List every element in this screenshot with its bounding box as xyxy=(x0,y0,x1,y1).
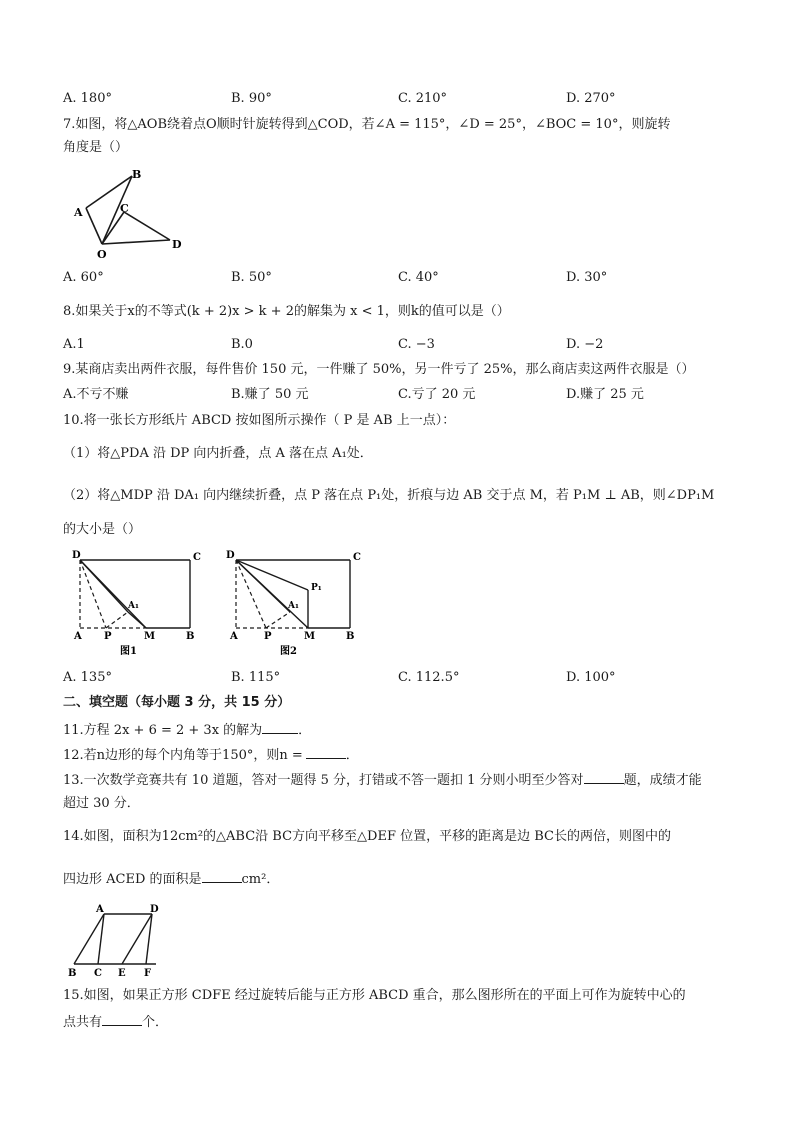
q7-stem-cont: 角度是（） xyxy=(63,140,129,155)
q14-label-e: E xyxy=(118,968,126,979)
fig2-caption: 图2 xyxy=(280,646,297,657)
q8-option-b: B.0 xyxy=(231,337,253,352)
fig1-caption: 图1 xyxy=(120,646,137,657)
fig1-label-a1: A₁ xyxy=(128,601,139,611)
q14-label-b: B xyxy=(68,968,77,979)
q9-option-d: D.赚了 25 元 xyxy=(566,387,644,402)
fig2-label-d: D xyxy=(226,550,235,561)
q14-label-f: F xyxy=(144,968,152,979)
q7-label-c: C xyxy=(120,202,129,215)
fig1-label-c: C xyxy=(193,552,201,563)
q9-option-b: B.赚了 50 元 xyxy=(231,387,309,402)
q7-figure xyxy=(70,168,190,262)
q7-label-o: O xyxy=(97,248,107,261)
fig2-label-m: M xyxy=(304,631,316,642)
q8-option-d: D. −2 xyxy=(566,337,604,352)
fig1-label-d: D xyxy=(72,550,81,561)
q9-stem: 9.某商店卖出两件衣服，每件售价 150 元，一件赚了 50%，另一件亏了 25%，那么商店卖这两件衣服是（） xyxy=(63,362,695,377)
q6-option-b: B. 90° xyxy=(231,91,272,106)
q7-stem: 7.如图，将△AOB绕着点O顺时针旋转得到△COD，若∠A = 115°，∠D = 25°，∠BOC = 10°，则旋转 xyxy=(63,117,671,132)
q10-option-c: C. 112.5° xyxy=(398,670,460,685)
q15-end: 个． xyxy=(142,1015,169,1030)
q13-stem xyxy=(63,771,702,789)
q7-label-b: B xyxy=(132,168,142,181)
q7-option-c: C. 40° xyxy=(398,270,439,285)
q14-text: 四边形 ACED 的面积是 xyxy=(63,872,202,887)
q6-option-a: A. 180° xyxy=(63,91,112,106)
fig1-label-b: B xyxy=(186,631,195,642)
q9-option-a: A.不亏不赚 xyxy=(63,387,129,402)
q10-option-a: A. 135° xyxy=(63,670,112,685)
q13-text-cont: 题，成绩才能 xyxy=(623,773,702,788)
q14-label-a: A xyxy=(96,904,104,915)
q8-option-c: C. −3 xyxy=(398,337,435,352)
fig2-label-p1: P₁ xyxy=(311,583,322,593)
q7-option-a: A. 60° xyxy=(63,270,104,285)
q14-label-d: D xyxy=(150,904,159,915)
q10-figure-1 xyxy=(68,546,208,658)
q7-label-a: A xyxy=(74,206,83,219)
q11-text: 11.方程 2x + 6 = 2 + 3x 的解为 xyxy=(63,723,263,738)
q9-option-c: C.亏了 20 元 xyxy=(398,387,476,402)
q14-answer-blank[interactable] xyxy=(202,870,242,883)
q6-option-c: C. 210° xyxy=(398,91,448,106)
q14-figure xyxy=(66,902,171,980)
q10-option-d: D. 100° xyxy=(566,670,616,685)
section-heading: 二、填空题（每小题 3 分，共 15 分） xyxy=(63,695,291,710)
q8-option-a: A.1 xyxy=(63,337,85,352)
q15-stem-line2 xyxy=(63,1013,168,1031)
q12-answer-blank[interactable] xyxy=(306,746,346,759)
q15-stem: 15.如图，如果正方形 CDFE 经过旋转后能与正方形 ABCD 重合，那么图形所在的平面上可作为旋转中心的 xyxy=(63,988,686,1003)
q7-option-b: B. 50° xyxy=(231,270,272,285)
q11-stem xyxy=(63,721,311,739)
fig2-label-a1: A₁ xyxy=(288,601,299,611)
fig1-label-m: M xyxy=(144,631,156,642)
q14-stem-line2 xyxy=(63,870,279,888)
q7-label-d: D xyxy=(172,238,182,251)
q11-end: ． xyxy=(298,723,312,738)
fig2-label-a: A xyxy=(230,631,238,642)
q10-stem: 10.将一张长方形纸片 ABCD 按如图所示操作（ P 是 AB 上一点）： xyxy=(63,413,456,428)
fig1-label-p: P xyxy=(104,631,112,642)
fig2-label-c: C xyxy=(353,552,361,563)
q15-text: 点共有 xyxy=(63,1015,103,1030)
fig1-label-a: A xyxy=(74,631,82,642)
q13-answer-blank[interactable] xyxy=(584,771,624,784)
q7-option-d: D. 30° xyxy=(566,270,608,285)
q10-stem-cont: 的大小是（） xyxy=(63,522,142,537)
q10-option-b: B. 115° xyxy=(231,670,281,685)
q14-stem: 14.如图，面积为12cm²的△ABC沿 BC方向平移至△DEF 位置，平移的距离是边 BC长的两倍，则图中的 xyxy=(63,829,671,844)
fig2-label-p: P xyxy=(264,631,272,642)
q14-label-c: C xyxy=(94,968,102,979)
q14-unit: cm²． xyxy=(241,872,280,887)
q12-text: 12.若n边形的每个内角等于150°，则n = xyxy=(63,748,303,763)
q6-option-d: D. 270° xyxy=(566,91,616,106)
q10-step2: （2）将△MDP 沿 DA₁ 向内继续折叠，点 P 落在点 P₁处，折痕与边 AB 交于点 M，若 P₁M ⊥ AB，则∠DP₁M xyxy=(63,488,715,503)
fig2-label-b: B xyxy=(346,631,355,642)
q12-stem xyxy=(63,746,359,764)
q8-stem: 8.如果关于x的不等式(k + 2)x > k + 2的解集为 x < 1，则k的值可以是（） xyxy=(63,304,510,319)
q15-answer-blank[interactable] xyxy=(102,1013,142,1026)
q10-step1: （1）将△PDA 沿 DP 向内折叠，点 A 落在点 A₁处． xyxy=(63,446,373,461)
q13-text: 13.一次数学竞赛共有 10 道题，答对一题得 5 分，打错或不答一题扣 1 分则小明至少答对 xyxy=(63,773,584,788)
q10-figure-2 xyxy=(222,546,367,658)
q11-answer-blank[interactable] xyxy=(262,721,298,734)
q13-stem-line2: 超过 30 分． xyxy=(63,796,140,811)
q12-end: ． xyxy=(345,748,359,763)
